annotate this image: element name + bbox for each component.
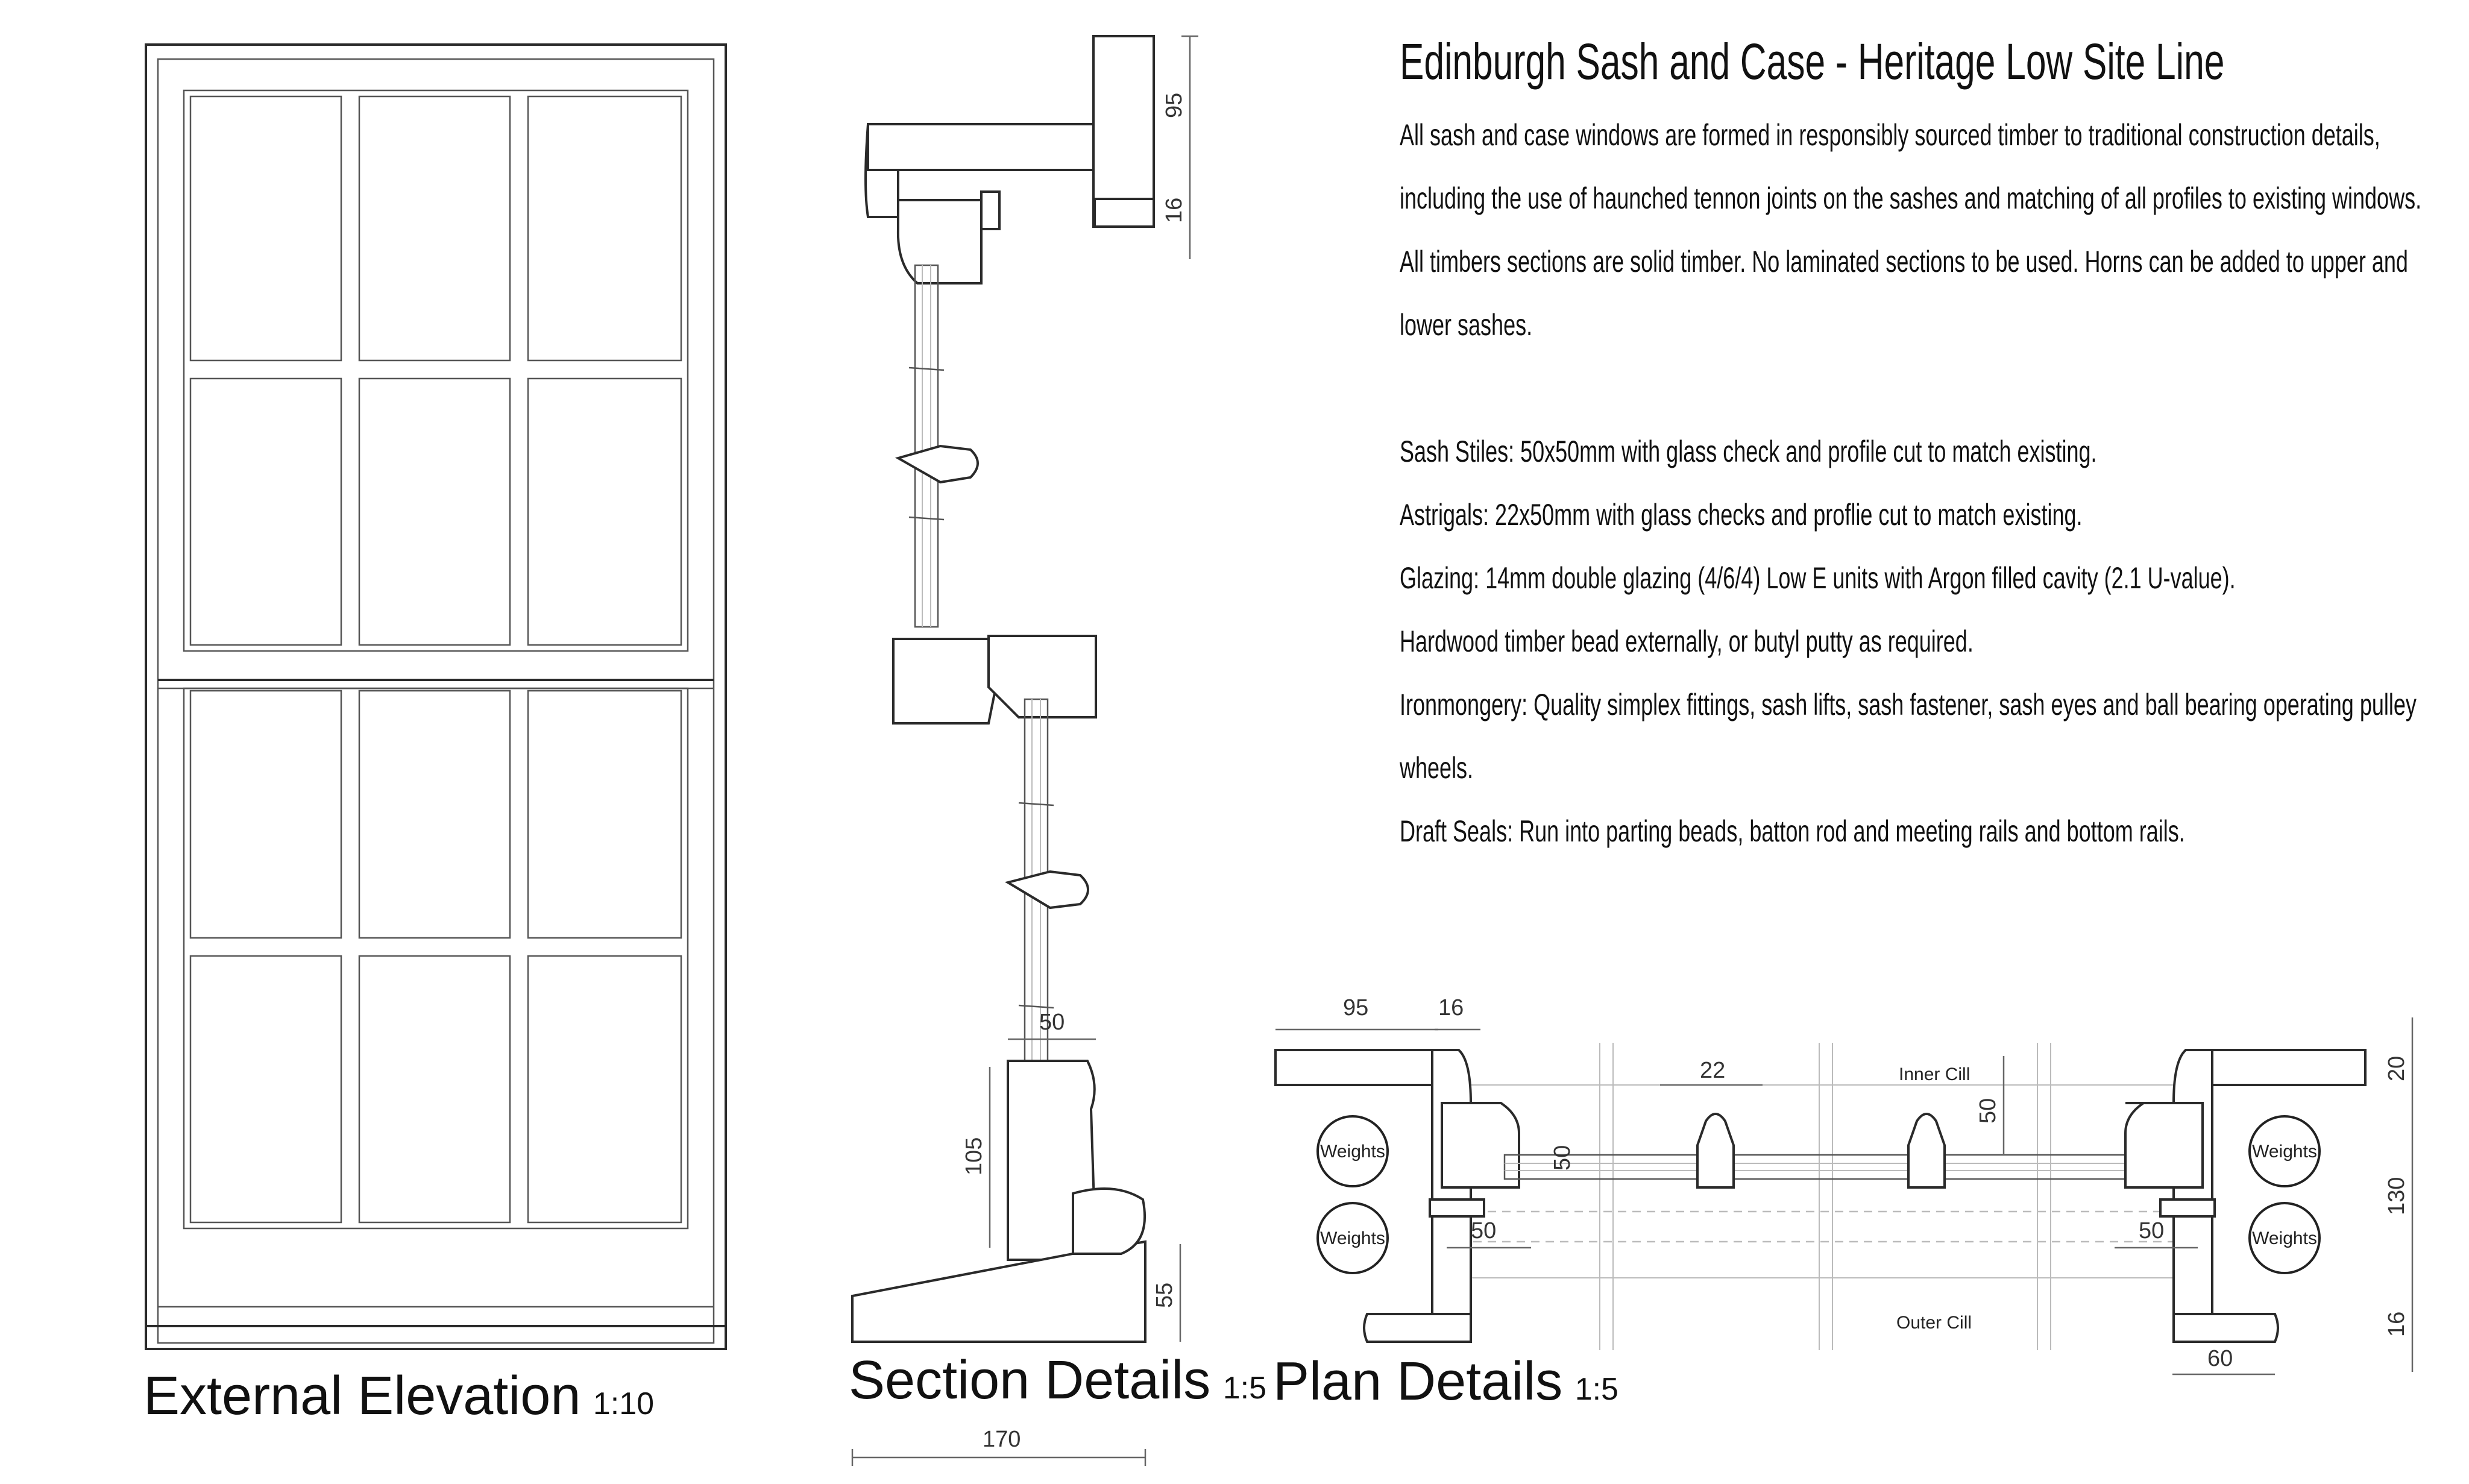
svg-text:16: 16 xyxy=(1438,995,1464,1020)
svg-text:95: 95 xyxy=(1162,92,1187,118)
spec-sash-stiles: Sash Stiles: 50x50mm with glass check and profile cut to match existing. xyxy=(1400,435,2097,468)
inner-cill-label: Inner Cill xyxy=(1899,1064,1970,1084)
svg-text:20: 20 xyxy=(2384,1055,2409,1081)
weights-right-top xyxy=(2250,1116,2320,1186)
weights-right-bottom xyxy=(2250,1203,2320,1273)
plan-left-lining xyxy=(1275,1050,1447,1085)
plan-dim-16 xyxy=(1435,995,1480,1030)
upper-sash xyxy=(184,90,688,651)
plan-label: Plan Details xyxy=(1273,1351,1563,1412)
svg-text:50: 50 xyxy=(1039,1010,1065,1035)
weights-left-top xyxy=(1318,1116,1388,1186)
svg-text:130: 130 xyxy=(2384,1177,2409,1215)
section-top-bead xyxy=(981,192,999,229)
plan-left-outer-lining xyxy=(1364,1314,1471,1342)
section-lower-meeting-rail xyxy=(989,636,1096,717)
section-dim-95 xyxy=(1162,36,1198,193)
section-dim-50 xyxy=(1008,1010,1096,1039)
plan-astragal-right xyxy=(1908,1114,1945,1187)
section-dim-55 xyxy=(1152,1244,1180,1342)
page-title: Edinburgh Sash and Case - Heritage Low Site Line xyxy=(1400,33,2225,90)
section-details xyxy=(852,36,1198,1466)
svg-text:16: 16 xyxy=(1162,197,1187,223)
svg-text:50: 50 xyxy=(1550,1145,1575,1171)
plan-right-stile xyxy=(2125,1103,2203,1187)
plan-left-stile xyxy=(1442,1103,1519,1187)
svg-text:50: 50 xyxy=(2139,1218,2165,1243)
upper-sash-panes xyxy=(190,96,681,645)
section-upper-meeting-rail xyxy=(893,639,1001,723)
section-upper-astragal xyxy=(898,446,978,482)
specification-notes xyxy=(1400,31,2449,863)
section-parting-bead xyxy=(1095,199,1154,227)
svg-text:55: 55 xyxy=(1152,1282,1177,1308)
plan-right-lining xyxy=(2198,1050,2365,1085)
plan-caption xyxy=(1273,1351,1618,1412)
intro-paragraph: All sash and case windows are formed in responsibly sourced timber to traditional construction details, including the use of haunched tennon joints on the sashes and matching of all profiles to existing windows. All timbers sections are solid timber. No laminated sections to be used. Horns can be added to upper and lower sashes. xyxy=(1400,118,2422,342)
svg-text:16: 16 xyxy=(2384,1311,2409,1337)
section-scale: 1:5 xyxy=(1222,1371,1267,1406)
svg-text:60: 60 xyxy=(2207,1346,2233,1371)
svg-text:Weights: Weights xyxy=(2252,1228,2317,1248)
elevation-caption xyxy=(143,1366,654,1426)
section-dim-16 xyxy=(1162,193,1190,259)
svg-text:50: 50 xyxy=(1471,1218,1497,1243)
plan-dim-95 xyxy=(1275,995,1438,1030)
elevation-label: External Elevation xyxy=(143,1366,581,1426)
external-elevation xyxy=(146,45,726,1349)
section-cill xyxy=(852,1242,1145,1342)
spec-ironmongery: Ironmongery: Quality simplex fittings, sash lifts, sash fastener, sash eyes and ball bearing operating pulley wheels. xyxy=(1400,688,2417,785)
elevation-scale: 1:10 xyxy=(593,1386,655,1421)
spec-glazing: Glazing: 14mm double glazing (4/6/4) Low E units with Argon filled cavity (2.1 U-value). xyxy=(1400,561,2236,595)
svg-text:170: 170 xyxy=(983,1427,1021,1452)
section-caption xyxy=(849,1350,1266,1410)
plan-right-bead xyxy=(2160,1199,2215,1216)
plan-dim-60 xyxy=(2172,1346,2275,1374)
svg-text:105: 105 xyxy=(961,1137,987,1175)
plan-astragal-left xyxy=(1697,1114,1734,1187)
lower-sash xyxy=(184,688,688,1228)
svg-text:50: 50 xyxy=(1975,1098,2001,1124)
section-label: Section Details xyxy=(849,1350,1211,1410)
section-staff-bead xyxy=(1073,1189,1145,1254)
plan-details xyxy=(1275,995,2412,1374)
outer-cill-label: Outer Cill xyxy=(1896,1313,1972,1333)
plan-left-bead xyxy=(1430,1199,1484,1216)
plan-scale: 1:5 xyxy=(1574,1372,1618,1407)
svg-text:Weights: Weights xyxy=(1320,1228,1385,1248)
plan-dim-50-stile xyxy=(1550,1145,1575,1171)
elevation-outer-frame xyxy=(146,45,726,1349)
plan-dim-130 xyxy=(2384,1085,2412,1308)
spec-astragals: Astrigals: 22x50mm with glass checks and proflie cut to match existing. xyxy=(1400,498,2083,532)
section-dim-170 xyxy=(852,1427,1145,1466)
plan-dim-16-bottom xyxy=(2384,1308,2412,1372)
plan-dim-20 xyxy=(2384,1017,2412,1085)
section-lower-astragal xyxy=(1008,872,1088,908)
svg-text:95: 95 xyxy=(1343,995,1369,1020)
lower-sash-panes xyxy=(190,691,681,1222)
spec-bead: Hardwood timber bead externally, or butyl putty as required. xyxy=(1400,624,1974,658)
svg-text:Weights: Weights xyxy=(2252,1142,2317,1162)
plan-dim-50-astragal xyxy=(1975,1056,2004,1155)
weights-left-bottom xyxy=(1318,1203,1388,1273)
elevation-inner-frame xyxy=(158,59,714,1343)
plan-right-outer-lining xyxy=(2174,1314,2278,1342)
svg-text:Weights: Weights xyxy=(1320,1142,1385,1162)
plan-dim-22 xyxy=(1660,1058,1763,1085)
section-dim-105 xyxy=(961,1067,990,1248)
svg-text:22: 22 xyxy=(1700,1058,1726,1083)
section-upper-top-rail xyxy=(898,200,981,283)
spec-draft-seals: Draft Seals: Run into parting beads, batton rod and meeting rails and bottom rails. xyxy=(1400,814,2185,848)
plan-grid xyxy=(1459,1043,2194,1350)
